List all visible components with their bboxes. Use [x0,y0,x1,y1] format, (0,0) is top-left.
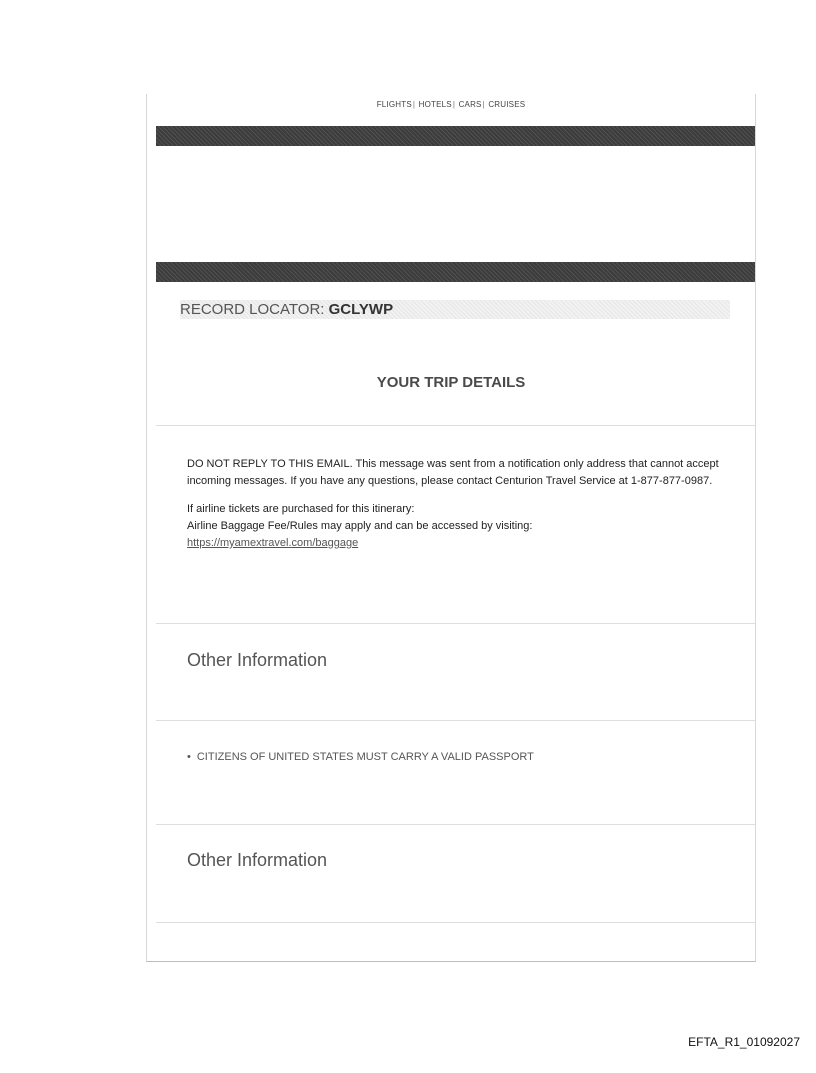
header-band-bottom [156,262,755,282]
record-locator-label: RECORD LOCATOR: [180,301,325,318]
divider [156,720,755,721]
top-navigation [147,100,755,109]
header-band-top [156,126,755,146]
record-locator-code: GCLYWP [328,301,394,318]
divider [156,623,755,624]
no-reply-notice: DO NOT REPLY TO THIS EMAIL. This message was sent from a notification only address that cannot accept incoming messages. If you have any questions, please contact Centurion Travel Service at 1-877-877-0987. [187,458,719,487]
divider [156,922,755,923]
divider [156,425,755,426]
record-locator [180,300,730,319]
trip-details-title: YOUR TRIP DETAILS [376,374,526,391]
baggage-intro: If airline tickets are purchased for this itinerary: [187,503,415,515]
list-item [187,751,534,763]
email-body [146,94,756,962]
document-id: EFTA_R1_01092027 [688,1035,800,1049]
section-heading-other-information-2: Other Information [187,850,328,870]
section-heading-other-information: Other Information [187,650,328,670]
baggage-rules-text: Airline Baggage Fee/Rules may apply and can be accessed by visiting: [187,520,533,532]
nav-separator: | [482,100,485,109]
passport-requirement: CITIZENS OF UNITED STATES MUST CARRY A VALID PASSPORT [196,751,534,763]
nav-link-cruises[interactable]: CRUISES [488,100,526,109]
nav-link-hotels[interactable]: HOTELS [418,100,452,109]
bullet-icon: • [187,751,191,763]
nav-link-cars[interactable]: CARS [458,100,482,109]
nav-separator: | [412,100,416,109]
nav-separator: | [452,100,456,109]
nav-link-flights[interactable]: FLIGHTS [376,100,412,109]
notice-block [187,456,727,552]
divider [156,824,755,825]
baggage-link[interactable]: https://myamextravel.com/baggage [187,537,359,549]
